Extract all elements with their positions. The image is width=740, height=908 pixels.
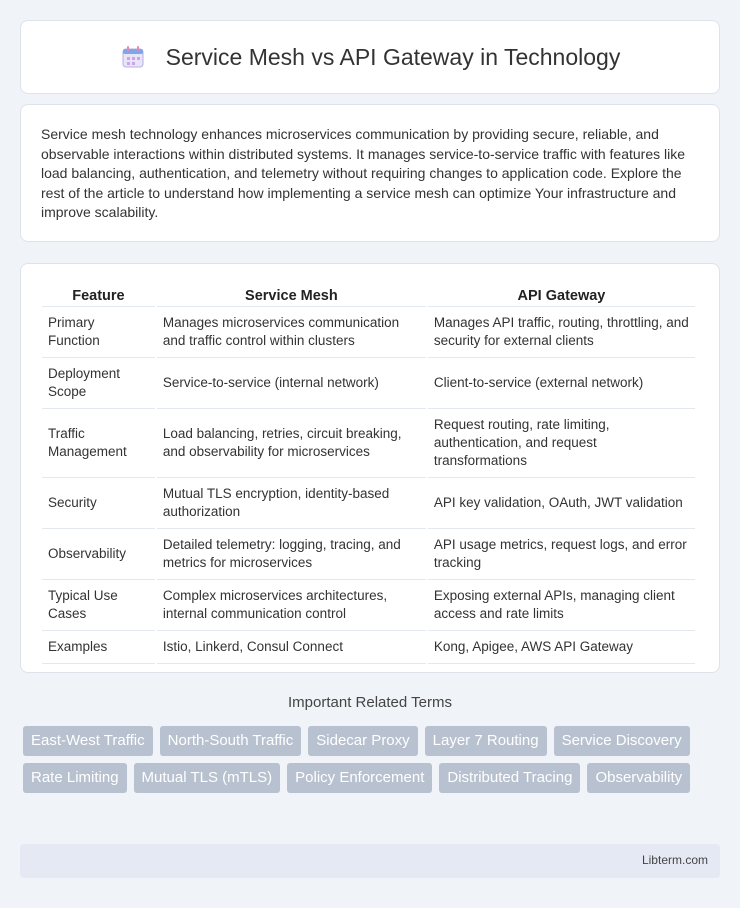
- header-feature: Feature: [42, 284, 155, 307]
- service-mesh-cell: Manages microservices communication and traffic control within clusters: [157, 307, 426, 358]
- service-mesh-cell: Detailed telemetry: logging, tracing, and metrics for microservices: [157, 529, 426, 580]
- feature-cell: Traffic Management: [42, 409, 155, 478]
- footer: [20, 844, 720, 878]
- feature-cell: Security: [42, 478, 155, 529]
- related-terms-heading: Important Related Terms: [288, 694, 452, 711]
- title-card: [20, 20, 720, 94]
- table-row: [42, 409, 695, 478]
- api-gateway-cell: Exposing external APIs, managing client access and rate limits: [428, 580, 695, 631]
- service-mesh-cell: Load balancing, retries, circuit breaking, and observability for microservices: [157, 409, 426, 478]
- comparison-table: [40, 284, 697, 664]
- related-term-tag[interactable]: Observability: [587, 763, 690, 793]
- related-term-tag[interactable]: Policy Enforcement: [287, 763, 432, 793]
- calendar-icon: [120, 44, 146, 70]
- related-term-tag[interactable]: Distributed Tracing: [439, 763, 580, 793]
- intro-card: [20, 104, 720, 242]
- table-row: [42, 580, 695, 631]
- feature-cell: Observability: [42, 529, 155, 580]
- related-term-tag[interactable]: Sidecar Proxy: [308, 726, 417, 756]
- api-gateway-cell: Request routing, rate limiting, authentication, and request transformations: [428, 409, 695, 478]
- table-row: [42, 358, 695, 409]
- table-row: [42, 307, 695, 358]
- intro-text: Service mesh technology enhances microservices communication by providing secure, reliable, and observable interactions within distributed systems. It manages service-to-service traffic with features like load balancing, authentication, and telemetry without requiring changes to application code. Explore the rest of the article to understand how implementing a service mesh can optimize Your infrastructure and improve scalability.: [41, 126, 686, 220]
- feature-cell: Deployment Scope: [42, 358, 155, 409]
- feature-cell: Examples: [42, 631, 155, 664]
- header-api-gateway: API Gateway: [428, 284, 695, 307]
- feature-cell: Typical Use Cases: [42, 580, 155, 631]
- related-terms-list: [23, 726, 723, 800]
- api-gateway-cell: Kong, Apigee, AWS API Gateway: [428, 631, 695, 664]
- related-term-tag[interactable]: Service Discovery: [554, 726, 690, 756]
- service-mesh-cell: Complex microservices architectures, internal communication control: [157, 580, 426, 631]
- footer-site-link[interactable]: Libterm.com: [641, 853, 708, 867]
- table-row: [42, 529, 695, 580]
- api-gateway-cell: API usage metrics, request logs, and error tracking: [428, 529, 695, 580]
- related-term-tag[interactable]: Layer 7 Routing: [425, 726, 547, 756]
- related-term-tag[interactable]: Mutual TLS (mTLS): [134, 763, 281, 793]
- api-gateway-cell: Client-to-service (external network): [428, 358, 695, 409]
- page-title: Service Mesh vs API Gateway in Technology: [165, 43, 621, 70]
- related-term-tag[interactable]: East-West Traffic: [23, 726, 153, 756]
- service-mesh-cell: Service-to-service (internal network): [157, 358, 426, 409]
- service-mesh-cell: Istio, Linkerd, Consul Connect: [157, 631, 426, 664]
- api-gateway-cell: Manages API traffic, routing, throttling, and security for external clients: [428, 307, 695, 358]
- header-service-mesh: Service Mesh: [157, 284, 426, 307]
- table-header-row: [42, 284, 695, 307]
- table-row: [42, 478, 695, 529]
- related-term-tag[interactable]: North-South Traffic: [160, 726, 302, 756]
- feature-cell: Primary Function: [42, 307, 155, 358]
- table-row: [42, 631, 695, 664]
- service-mesh-cell: Mutual TLS encryption, identity-based authorization: [157, 478, 426, 529]
- related-term-tag[interactable]: Rate Limiting: [23, 763, 127, 793]
- api-gateway-cell: API key validation, OAuth, JWT validation: [428, 478, 695, 529]
- comparison-card: [20, 263, 720, 673]
